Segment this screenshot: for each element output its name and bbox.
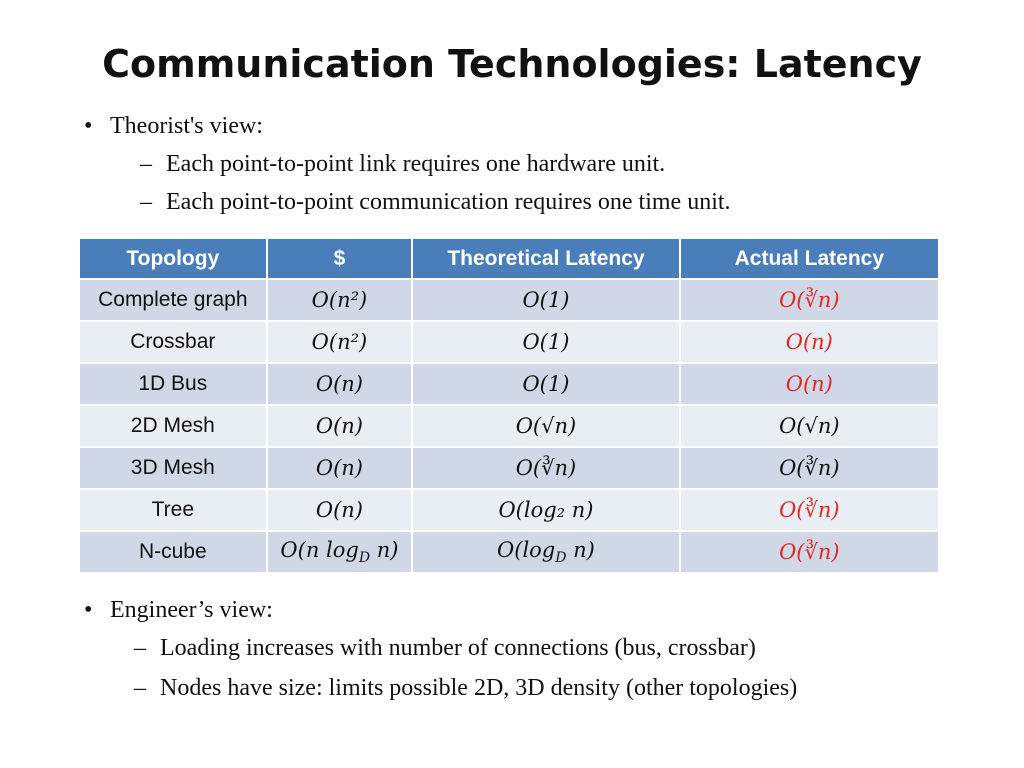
- theorist-bullet: [84, 112, 263, 140]
- bullet-glyph: •: [84, 113, 93, 139]
- cell-theoretical-latency: $O(\log_D$ n): [412, 531, 679, 573]
- table-row: [79, 363, 939, 405]
- cell-topology: Crossbar: [79, 321, 267, 363]
- cell-topology: Complete graph: [79, 279, 267, 321]
- dash-glyph: –: [134, 675, 146, 701]
- header-cost: $: [267, 238, 413, 279]
- engineer-point-text: Nodes have size: limits possible 2D, 3D density (other topologies): [160, 675, 798, 701]
- dash-glyph: –: [134, 635, 146, 661]
- cell-theoretical-latency: O(1): [412, 279, 679, 321]
- table-row: [79, 405, 939, 447]
- cell-actual-latency: O(∛n): [680, 531, 939, 573]
- table-header-row: [79, 238, 939, 279]
- table-row: [79, 321, 939, 363]
- header-actual-latency: Actual Latency: [680, 238, 939, 279]
- theorist-point-1: [140, 150, 665, 178]
- theorist-point-2: [140, 188, 731, 216]
- theorist-point-text: Each point-to-point communication requires one time unit.: [166, 189, 731, 215]
- cell-topology: Tree: [79, 489, 267, 531]
- table-row: [79, 531, 939, 573]
- cell-cost: O(n): [267, 489, 413, 531]
- slide-title: Communication Technologies: Latency: [102, 42, 922, 86]
- bullet-glyph: •: [84, 597, 93, 623]
- cell-actual-latency: O(n): [680, 363, 939, 405]
- header-theoretical-latency: Theoretical Latency: [412, 238, 679, 279]
- cell-cost: O(n): [267, 405, 413, 447]
- table-row: [79, 489, 939, 531]
- cell-theoretical-latency: O(1): [412, 321, 679, 363]
- cell-actual-latency: O(∛n): [680, 447, 939, 489]
- cell-theoretical-latency: O(∛n): [412, 447, 679, 489]
- cell-topology: 1D Bus: [79, 363, 267, 405]
- engineer-point-1: [134, 634, 756, 662]
- dash-glyph: –: [140, 189, 152, 215]
- dash-glyph: –: [140, 151, 152, 177]
- cell-cost: O(n): [267, 363, 413, 405]
- engineer-point-2: [134, 674, 797, 702]
- cell-theoretical-latency: O(log₂ n): [412, 489, 679, 531]
- cell-cost: O(n): [267, 447, 413, 489]
- cell-topology: 3D Mesh: [79, 447, 267, 489]
- table-row: [79, 279, 939, 321]
- cell-cost: O(n²): [267, 321, 413, 363]
- theorist-point-text: Each point-to-point link requires one hardware unit.: [166, 151, 666, 177]
- cell-theoretical-latency: O(1): [412, 363, 679, 405]
- cell-cost: O(n $\log_D n$): [267, 531, 413, 573]
- header-topology: Topology: [79, 238, 267, 279]
- theorist-heading: Theorist's view:: [110, 113, 263, 139]
- cell-cost: O(n²): [267, 279, 413, 321]
- cell-actual-latency: O(∛n): [680, 279, 939, 321]
- engineer-heading: Engineer’s view:: [110, 597, 273, 623]
- cell-topology: N-cube: [79, 531, 267, 573]
- cell-topology: 2D Mesh: [79, 405, 267, 447]
- engineer-bullet: [84, 596, 273, 624]
- latency-table: [78, 237, 940, 574]
- cell-theoretical-latency: O(√n): [412, 405, 679, 447]
- engineer-point-text: Loading increases with number of connections (bus, crossbar): [160, 635, 756, 661]
- table-row: [79, 447, 939, 489]
- cell-actual-latency: O(√n): [680, 405, 939, 447]
- cell-actual-latency: O(∛n): [680, 489, 939, 531]
- cell-actual-latency: O(n): [680, 321, 939, 363]
